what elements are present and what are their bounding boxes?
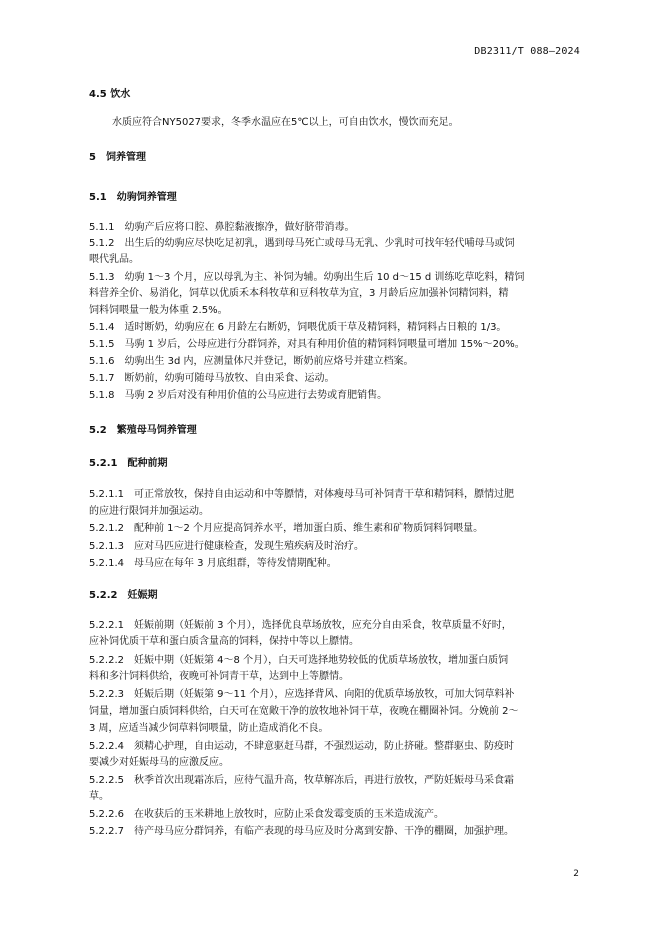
document-number: DB2311/T 088—2024	[474, 46, 580, 57]
clause-line: 5.2.2.2 妊娠中期（妊娠第 4～8 个月），白天可选择地势较低的优质草场放牧，增加蛋白质饲	[89, 655, 509, 666]
clause-line: 3 周，应适当减少饲草料饲喂量，防止造成消化不良。	[89, 723, 329, 734]
clause-line: 5.2.2.6 在收获后的玉米耕地上放牧时，应防止采食发霉变质的玉米造成流产。	[89, 809, 444, 820]
section-heading-5-2: 5.2 繁殖母马饲养管理	[89, 425, 197, 436]
clause-line: 5.1.8 马驹 2 岁后对没有种用价值的公马应进行去势或育肥销售。	[89, 390, 388, 401]
section-heading-5-2-1: 5.2.1 配种前期	[89, 458, 168, 469]
clause-line: 5.1.4 适时断奶，幼驹应在 6 月龄左右断奶，饲喂优质干草及精饲料，精饲料占日粮的 1/3。	[89, 322, 507, 333]
clause-line: 5.2.1.4 母马应在每年 3 月底组群，等待发情期配种。	[89, 558, 337, 569]
clause-line: 料和多汁饲料供给，夜晚可补饲青干草，达到中上等膘情。	[89, 671, 349, 682]
clause-line: 应补饲优质干草和蛋白质含量高的饲料，保持中等以上膘情。	[89, 636, 359, 647]
clause-line: 5.2.2.3 妊娠后期（妊娠第 9～11 个月），应选择背风、向阳的优质草场放牧，可加大饲草料补	[89, 689, 515, 700]
clause-line: 5.1.1 幼驹产后应将口腔、鼻腔黏液擦净，做好脐带消毒。	[89, 222, 355, 233]
section-heading-5-2-2: 5.2.2 妊娠期	[89, 590, 158, 601]
clause-line: 5.2.2.1 妊娠前期（妊娠前 3 个月），选择优良草场放牧，应充分自由采食，牧草质量不好时，	[89, 620, 512, 631]
clause-line: 5.1.2 出生后的幼驹应尽快吃足初乳，遇到母马死亡或母马无乳、少乳时可找年轻代哺母马或饲	[89, 238, 515, 249]
clause-line: 的应进行限饲并加强运动。	[89, 506, 209, 517]
paragraph-line: 水质应符合NY5027要求，冬季水温应在5℃以上，可自由饮水，慢饮而充足。	[112, 117, 459, 128]
clause-line: 5.2.2.5 秋季首次出现霜冻后，应待气温升高，牧草解冻后，再进行放牧，严防妊娠母马采食霜	[89, 775, 514, 786]
clause-line: 5.2.2.7 待产母马应分群饲养，有临产表现的母马应及时分离到安静、干净的棚圈，加强护理。	[89, 826, 514, 837]
clause-line: 5.1.5 马驹 1 岁后，公母应进行分群饲养，对具有种用价值的精饲料饲喂量可增加 15%～20%。	[89, 339, 525, 350]
section-heading-5: 5 饲养管理	[89, 152, 146, 163]
clause-line: 5.1.6 幼驹出生 3d 内，应测量体尺并登记，断奶前应烙号并建立档案。	[89, 356, 414, 367]
section-heading-5-1: 5.1 幼驹饲养管理	[89, 192, 177, 203]
clause-line: 草。	[89, 791, 109, 802]
clause-line: 饲量，增加蛋白质饲料供给，白天可在宽敞干净的放牧地补饲干草，夜晚在棚圈补饲。分娩前 2～	[89, 706, 519, 717]
clause-line: 5.2.1.1 可正常放牧，保持自由运动和中等膘情，对体瘦母马可补饲青干草和精饲料，膘情过肥	[89, 489, 514, 500]
clause-line: 饲料饲喂量一般为体重 2.5%。	[89, 305, 228, 316]
clause-line: 5.1.3 幼驹 1～3 个月，应以母乳为主、补饲为辅。幼驹出生后 10 d～15 d 训练吃草吃料，精饲	[89, 272, 525, 283]
section-heading-4-5: 4.5 饮水	[89, 89, 131, 100]
clause-line: 料营养全价、易消化，饲草以优质禾本科牧草和豆科牧草为宜，3 月龄后应加强补饲精饲料，精	[89, 288, 509, 299]
clause-line: 5.2.1.2 配种前 1～2 个月应提高饲养水平，增加蛋白质、维生素和矿物质饲料饲喂量。	[89, 523, 484, 534]
page-number: 2	[573, 869, 579, 879]
clause-line: 5.1.7 断奶前，幼驹可随母马放牧、自由采食、运动。	[89, 373, 335, 384]
clause-line: 5.2.1.3 应对马匹应进行健康检查，发现生殖疾病及时治疗。	[89, 541, 364, 552]
clause-line: 喂代乳品。	[89, 254, 139, 265]
clause-line: 要减少对妊娠母马的应激反应。	[89, 757, 229, 768]
clause-line: 5.2.2.4 须精心护理，自由运动，不肆意驱赶马群，不强烈运动，防止挤碰。整群驱虫、防疫时	[89, 741, 514, 752]
